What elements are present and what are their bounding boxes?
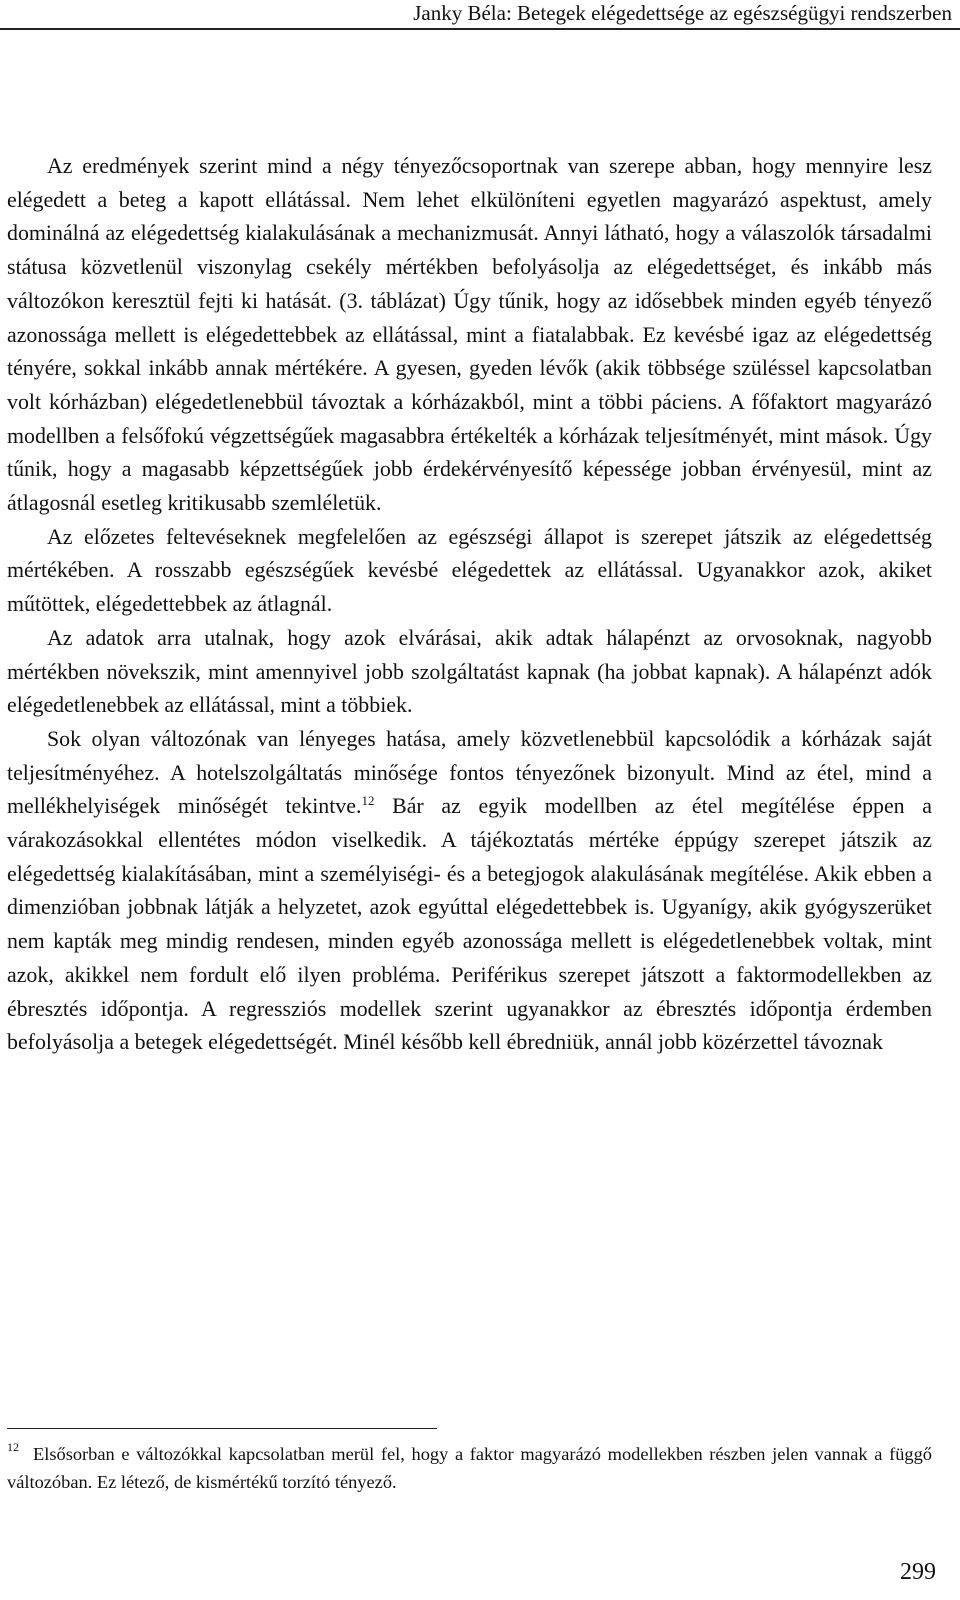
paragraph-4-start: Sok olyan változónak van lényeges hatása, amely közvetlenebbül kapcsolódik a kórházak saját teljesítményéhez. A hotelszolgáltatás minősége fontos tényezőnek bizonyult. Mind az étel, mind a mellékhelyiségek minőségét tekintve.	[7, 725, 932, 819]
footnote-divider	[7, 1428, 437, 1429]
paragraph-3: Az adatok arra utalnak, hogy azok elvárásai, akik adtak hálapénzt az orvosoknak, nagyobb mértékben növekszik, mint amennyivel jobb szolgáltatást kapnak (ha jobbat kapnak). A hálapénzt adók elégedetlenebbek az ellátással, mint a többiek.	[7, 624, 932, 718]
body-text	[7, 149, 932, 1059]
paragraph-2: Az előzetes feltevéseknek megfelelően az egészségi állapot is szerepet játszik az elégedettség mértékében. A rosszabb egészségűek kevésbé elégedettek az ellátással. Ugyanakkor azok, akiket műtöttek, elégedettebbek az átlagnál.	[7, 523, 932, 617]
running-title: Janky Béla: Betegek elégedettsége az egészségügyi rendszerben	[413, 1, 952, 25]
footnote-text: Elsősorban e változókkal kapcsolatban merül fel, hogy a faktor magyarázó modellekben részben jelen vannak a függő változóban. Ez létező, de kismértékű torzító tényező.	[7, 1444, 932, 1492]
footnote-reference[interactable]: 12	[361, 793, 375, 809]
page-number: 299	[900, 1559, 936, 1585]
footnote	[7, 1440, 932, 1496]
paragraph-4-rest: Bár az egyik modellben az étel megítélése éppen a várakozásokkal ellentétes módon viselkedik. A tájékoztatás mértéke éppúgy szerepet játszik az elégedettség kialakításában, mint a személyiségi- és a betegjogok alakulásának megítélése. Akik ebben a dimenzióban jobbnak látják a helyzetet, azok egyúttal elégedettebbek is. Ugyanígy, akik gyógyszerüket nem kapták meg mindig rendesen, minden egyéb azonossága mellett is elégedetlenebbek voltak, mint azok, akikkel nem fordult elő ilyen probléma. Periférikus szerepet játszott a faktormodellekben az ébresztés időpontja. A regressziós modellek szerint ugyanakkor az ébresztés időpontja érdemben befolyásolja a betegek elégedettségét. Minél később kell ébredniük, annál jobb közérzettel távoznak	[7, 793, 932, 1055]
running-header	[0, 0, 960, 30]
paragraph-1: Az eredmények szerint mind a négy tényezőcsoportnak van szerepe abban, hogy mennyire lesz elégedett a beteg a kapott ellátással. Nem lehet elkülöníteni egyetlen magyarázó aspektust, amely dominálná az elégedettség kialakulásának a mechanizmusát. Annyi látható, hogy a válaszolók társadalmi státusa közvetlenül viszonylag csekély mértékben befolyásolja az elégedettséget, és inkább más változókon keresztül fejti ki hatását. (3. táblázat) Úgy tűnik, hogy az idősebbek minden egyéb tényező azonossága mellett is elégedettebbek az ellátással, mint a fiatalabbak. Ez kevésbé igaz az elégedettség tényére, sokkal inkább annak mértékére. A gyesen, gyeden lévők (akik többsége szüléssel kapcsolatban volt kórházban) elégedetlenebbül távoztak a kórházakból, mint a többi páciens. A főfaktort magyarázó modellben a felsőfokú végzettségűek magasabbra értékelték a kórházak teljesítményét, mint mások. Úgy tűnik, hogy a magasabb képzettségűek jobb érdekérvényesítő képessége jobban érvényesül, mint az átlagosnál esetleg kritikusabb szemléletük.	[7, 153, 932, 516]
paragraph-4	[7, 722, 932, 1059]
footnote-number: 12	[7, 1440, 19, 1454]
